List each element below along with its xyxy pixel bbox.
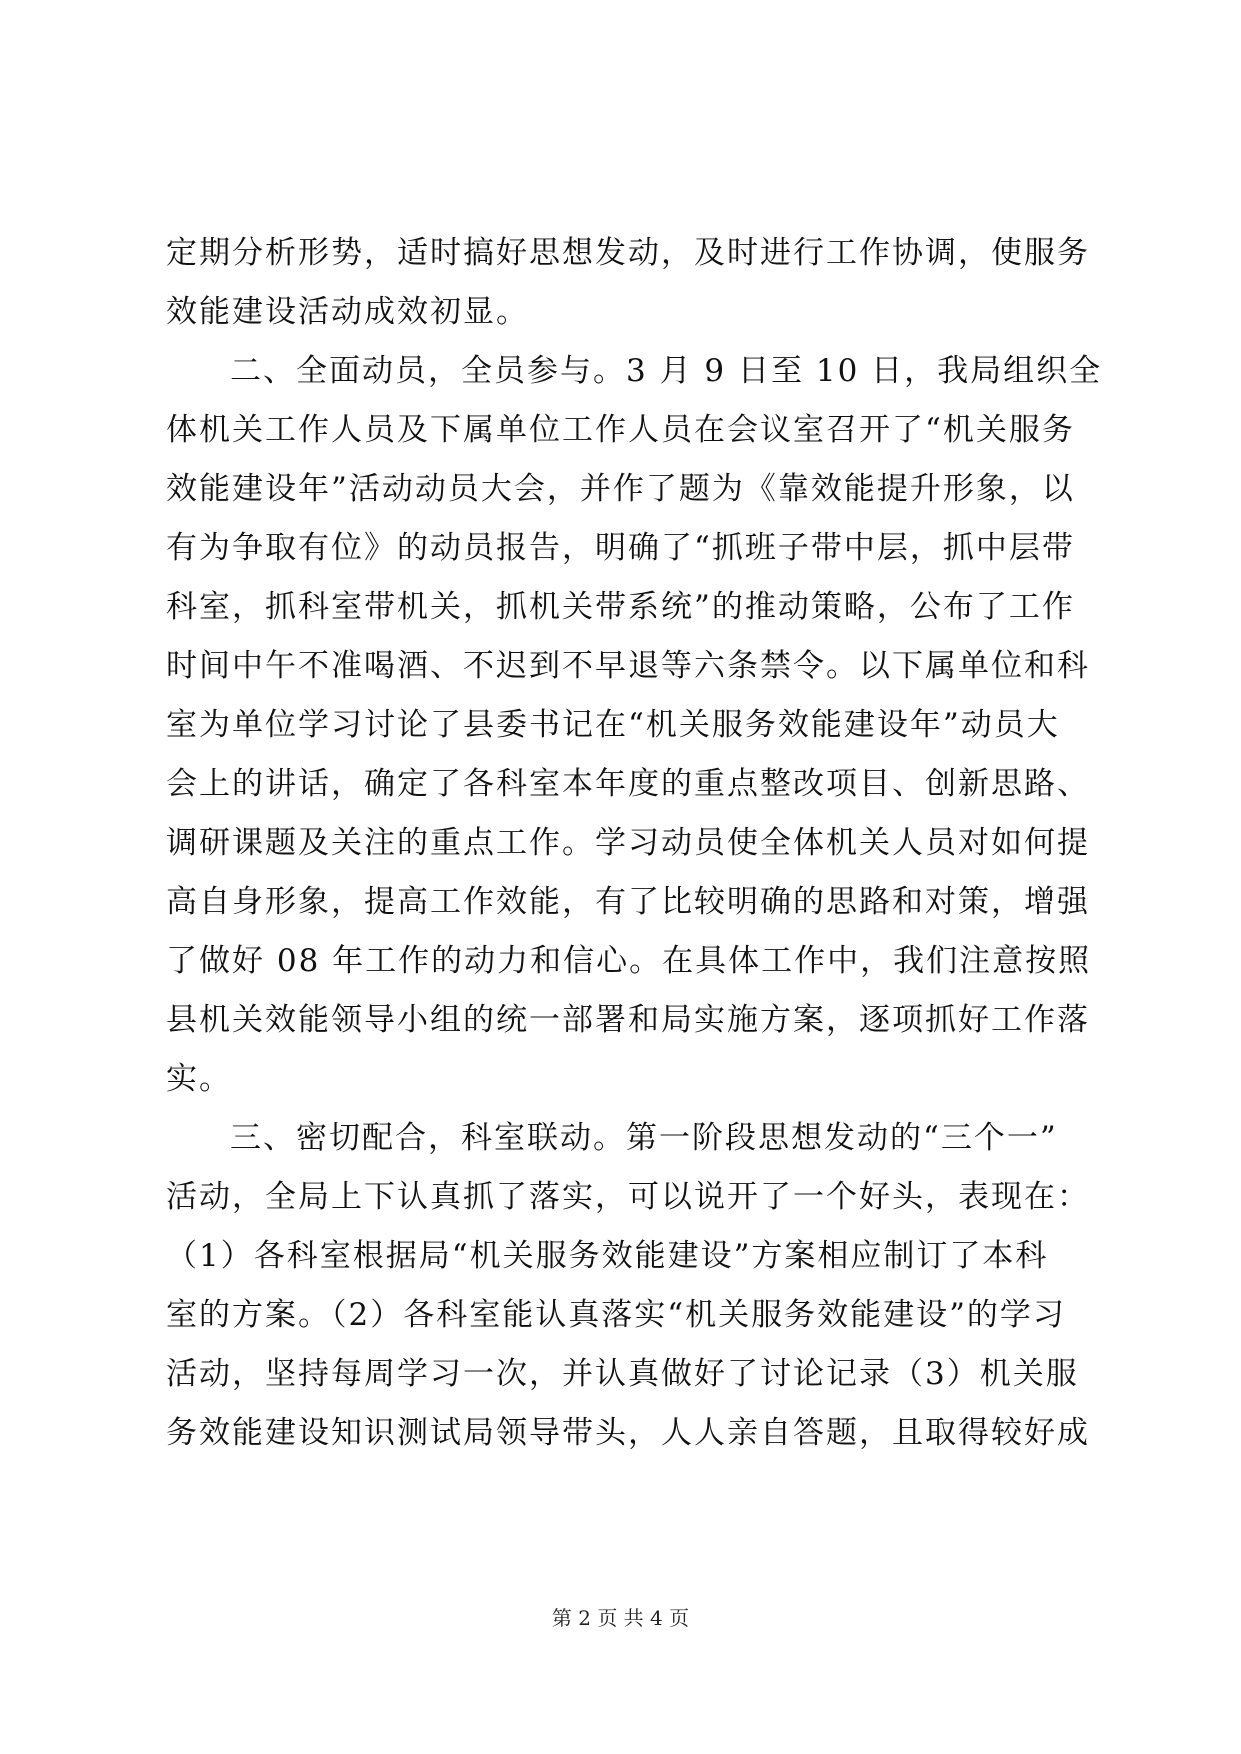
text-line: 务效能建设知识测试局领导带头，人人亲自答题，且取得较好成 <box>166 1415 1090 1451</box>
text-line: 效能建设年”活动动员大会，并作了题为《靠效能提升形象，以 <box>166 471 1075 507</box>
text-line: 有为争取有位》的动员报告，明确了“抓班子带中层，抓中层带 <box>166 530 1075 566</box>
text-line: 科室，抓科室带机关，抓机关带系统”的推动策略，公布了工作 <box>166 589 1075 625</box>
text-line: 室为单位学习讨论了县委书记在“机关服务效能建设年”动员大 <box>166 707 1060 743</box>
text-line: 高自身形象，提高工作效能，有了比较明确的思路和对策，增强 <box>166 884 1090 920</box>
section-heading-line: 三、密切配合，科室联动。第一阶段思想发动的“三个一” <box>230 1120 1058 1156</box>
text-line: 实。 <box>166 1061 232 1097</box>
page-number-footer: 第 2 页 共 4 页 <box>551 1606 690 1630</box>
text-line: 体机关工作人员及下属单位工作人员在会议室召开了“机关服务 <box>166 412 1075 448</box>
text-line: 室的方案。（2）各科室能认真落实“机关服务效能建设”的学习 <box>166 1297 1066 1333</box>
text-line: 时间中午不准喝酒、不迟到不早退等六条禁令。以下属单位和科 <box>166 648 1090 684</box>
section-heading-line: 二、全面动员，全员参与。3 月 9 日至 10 日，我局组织全 <box>230 353 1103 389</box>
text-line: 了做好 08 年工作的动力和信心。在具体工作中，我们注意按照 <box>166 943 1092 979</box>
text-line: 定期分析形势，适时搞好思想发动，及时进行工作协调，使服务 <box>166 235 1090 271</box>
text-line: 县机关效能领导小组的统一部署和局实施方案，逐项抓好工作落 <box>166 1002 1090 1038</box>
text-line: 效能建设活动成效初显。 <box>166 294 529 330</box>
text-line: 会上的讲话，确定了各科室本年度的重点整改项目、创新思路、 <box>166 766 1090 802</box>
document-body <box>166 224 1103 1463</box>
text-line: 活动，全局上下认真抓了落实，可以说开了一个好头，表现在： <box>166 1179 1090 1215</box>
text-line: 调研课题及关注的重点工作。学习动员使全体机关人员对如何提 <box>166 825 1090 861</box>
text-line: （1）各科室根据局“机关服务效能建设”方案相应制订了本科 <box>166 1238 1049 1274</box>
text-line: 活动，坚持每周学习一次，并认真做好了讨论记录（3）机关服 <box>166 1356 1079 1392</box>
